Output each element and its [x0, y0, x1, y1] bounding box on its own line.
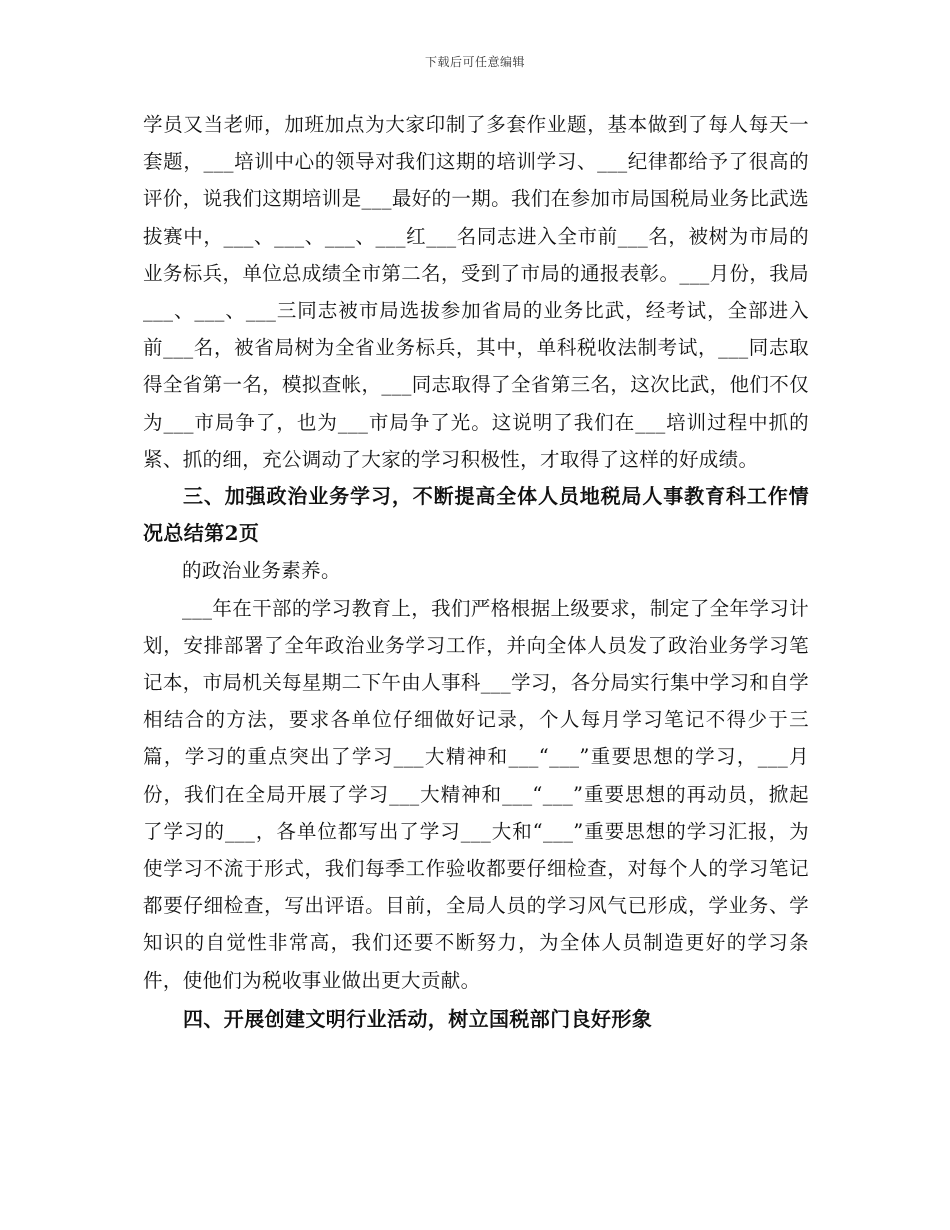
section-heading-3: 三、加强政治业务学习，不断提高全体人员地税局人事教育科工作情况总结第2页 — [143, 484, 809, 546]
paragraph-heading-continuation: 的政治业务素养。 — [182, 559, 341, 583]
page-header: 下载后可任意编辑 — [424, 55, 525, 69]
paragraph-study-education: ___年在干部的学习教育上，我们严格根据上级要求，制定了全年学习计划，安排部署了全年政治业务学习工作，并向全体人员发了政治业务学习笔记本，市局机关每星期二下午由人事科___学习，各分局实行集中学习和自学相结合的方法，要求各单位仔细做好记录，个人每月学习笔记不得少于三篇，学习的重点突出了学习___大精神和___“___”重要思想的学习，___月份，我们在全局开展了学习___大精神和___“___”重要思想的再动员，掀起了学习的___，各单位都写出了学习___大和“___”重要思想的学习汇报，为使学习不流于形式，我们每季工作验收都要仔细检查，对每个人的学习笔记都要仔细检查，写出评语。目前，全局人员的学习风气已形成，学业务、学知识的自觉性非常高，我们还要不断努力，为全体人员制造更好的学习条件，使他们为税收事业做出更大贡献。 — [143, 596, 809, 992]
paragraph-continuation: 学员又当老师，加班加点为大家印制了多套作业题，基本做到了每人每天一套题，___培训中心的领导对我们这期的培训学习、___纪律都给予了很高的评价，说我们这期培训是___最好的一期。我们在参加市局国税局业务比武选拔赛中，___、___、___、___红___名同志进入全市前___名，被树为市局的业务标兵，单位总成绩全市第二名，受到了市局的通报表彰。___月份，我局___、___、___三同志被市局选拔参加省局的业务比武，经考试，全部进入前___名，被省局树为全省业务标兵，其中，单科税收法制考试，___同志取得全省第一名，模拟查帐，___同志取得了全省第三名，这次比武，他们不仅为___市局争了，也为___市局争了光。这说明了我们在___培训过程中抓的紧、抓的细，充公调动了大家的学习积极性，才取得了这样的好成绩。 — [143, 113, 809, 471]
document-body — [143, 106, 809, 1038]
section-heading-4: 四、开展创建文明行业活动，树立国税部门良好形象 — [183, 1006, 653, 1031]
